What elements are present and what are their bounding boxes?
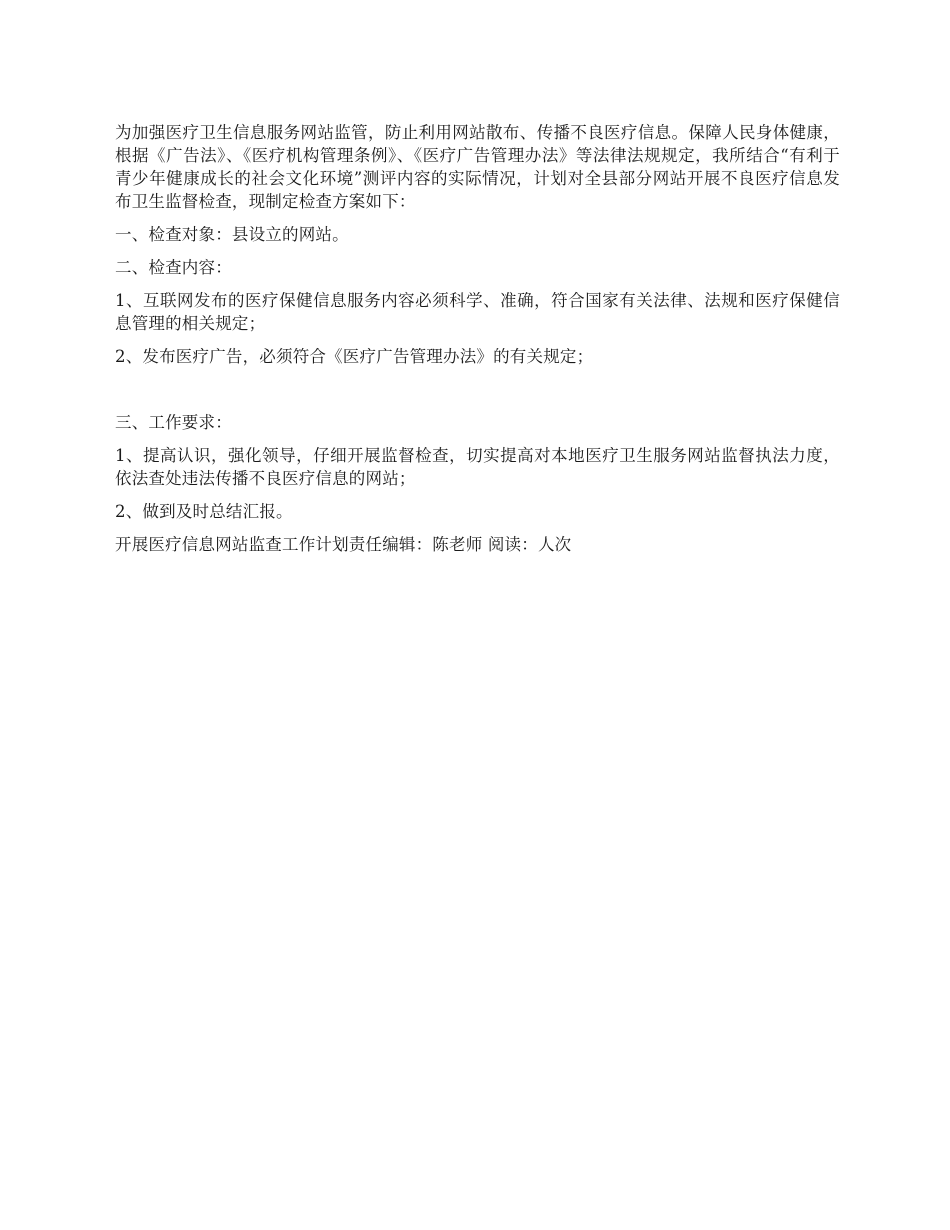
work-requirement-item-1: 1、提高认识，强化领导，仔细开展监督检查，切实提高对本地医疗卫生服务网站监督执法力度，依法查处违法传播不良医疗信息的网站； xyxy=(115,446,840,488)
section-inspection-targets: 一、检查对象：县设立的网站。 xyxy=(115,225,349,244)
intro-paragraph: 为加强医疗卫生信息服务网站监管，防止利用网站散布、传播不良医疗信息。保障人民身体健康，根据《广告法》、《医疗机构管理条例》、《医疗广告管理办法》等法律法规规定，我所结合“有利于青少年健康成长的社会文化环境”测评内容的实际情况，计划对全县部分网站开展不良医疗信息发布卫生监督检查，现制定检查方案如下： xyxy=(115,123,840,211)
footer-editor-line: 开展医疗信息网站监查工作计划责任编辑：陈老师 阅读：人次 xyxy=(115,535,572,554)
section-work-requirements-heading: 三、工作要求： xyxy=(115,413,232,432)
work-requirement-item-2: 2、做到及时总结汇报。 xyxy=(115,502,293,521)
inspection-content-item-2: 2、发布医疗广告，必须符合《医疗广告管理办法》的有关规定； xyxy=(115,347,594,366)
document-body xyxy=(115,121,840,566)
section-inspection-content-heading: 二、检查内容： xyxy=(115,258,232,277)
blank-line xyxy=(115,378,840,411)
inspection-content-item-1: 1、互联网发布的医疗保健信息服务内容必须科学、准确，符合国家有关法律、法规和医疗保健信息管理的相关规定； xyxy=(115,291,840,333)
